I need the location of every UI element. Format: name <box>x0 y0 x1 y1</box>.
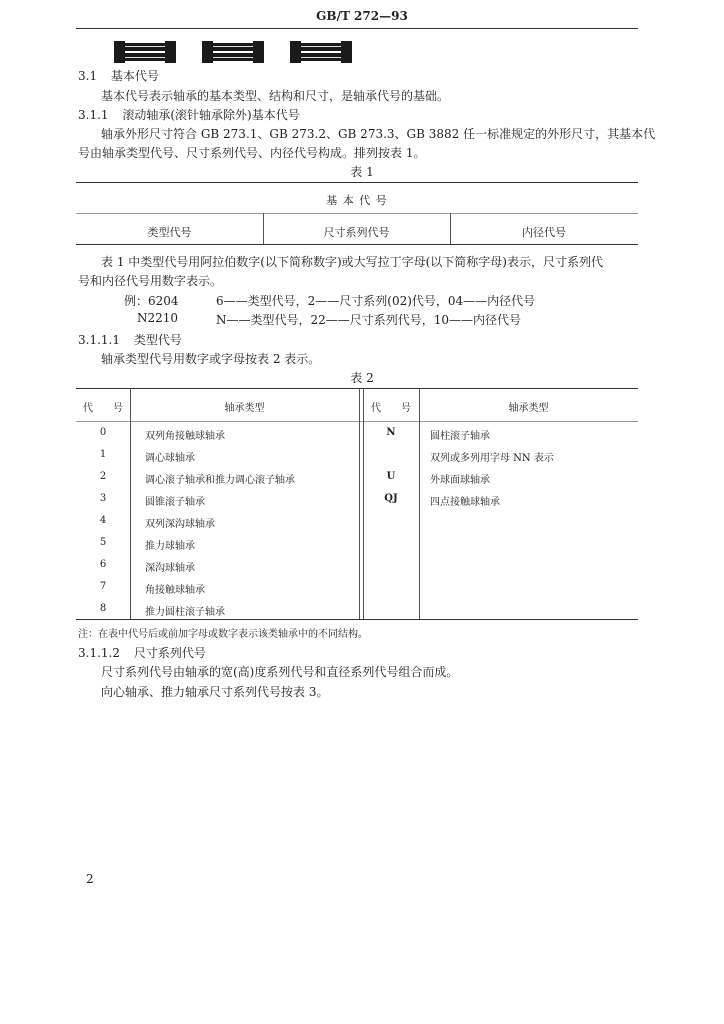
section-number: 3.1.1 <box>78 108 109 122</box>
table-cell-type: 圆柱滚子轴承 <box>430 431 490 442</box>
table2-caption: 表 2 <box>350 371 374 385</box>
table-cell-type: 外球面球轴承 <box>430 475 490 486</box>
paragraph-line: 表 1 中类型代号用阿拉伯数字(以下简称数字)或大写拉丁字母(以下简称字母)表示，尺寸系列代 <box>101 255 603 269</box>
table-cell-type: 双列或多列用字母 NN 表示 <box>430 453 554 464</box>
table2-divider <box>419 388 420 619</box>
table-cell-type: 深沟球轴承 <box>145 563 195 574</box>
paragraph-line: 向心轴承、推力轴承尺寸系列代号按表 3。 <box>101 685 329 699</box>
table-cell-code: 8 <box>99 603 107 614</box>
section-number: 3.1 <box>78 69 98 83</box>
table-cell-type: 四点接触球轴承 <box>430 497 500 508</box>
section-3-1-heading <box>78 67 159 84</box>
table2-header-code: 代 号 <box>83 403 123 414</box>
table-cell-code: 1 <box>99 449 107 460</box>
table2-divider <box>359 388 360 619</box>
table1-col-bore: 内径代号 <box>522 226 566 239</box>
table-cell-type: 调心滚子轴承和推力调心滚子轴承 <box>145 475 295 486</box>
table-cell-type: 推力圆柱滚子轴承 <box>145 607 225 618</box>
page-header: GB/T 272—93 <box>316 9 408 23</box>
table-cell-code: 4 <box>99 515 107 526</box>
table-cell-code: 6 <box>99 559 107 570</box>
section-title: 基本代号 <box>110 69 159 83</box>
section-3-1-1-heading <box>78 106 300 123</box>
table2-header-type: 轴承类型 <box>508 403 549 414</box>
paragraph-line: 号由轴承类型代号、尺寸系列代号、内径代号构成。排列按表 1。 <box>78 146 426 160</box>
table2-top-rule <box>76 388 638 389</box>
section-number: 3.1.1.2 <box>78 646 120 660</box>
table-cell-type: 圆锥滚子轴承 <box>145 497 205 508</box>
table-cell-code: 3 <box>99 493 107 504</box>
table-cell-type: 推力球轴承 <box>145 541 195 552</box>
bearing-diagram-3 <box>290 41 352 63</box>
section-3-1-1-2-heading <box>78 644 206 661</box>
paragraph-line: 轴承外形尺寸符合 GB 273.1、GB 273.2、GB 273.3、GB 3882 任一标准规定的外形尺寸，其基本代 <box>101 127 656 141</box>
example-2-label: N2210 <box>137 311 179 325</box>
table1-caption: 表 1 <box>350 165 374 179</box>
table-cell-code: 7 <box>99 581 107 592</box>
table2-bottom-rule <box>76 619 638 620</box>
example-1-text: 6——类型代号，2——尺寸系列(02)代号，04——内径代号 <box>216 294 536 308</box>
table1-bottom-rule <box>76 244 638 245</box>
section-3-1-1-1-heading <box>78 331 182 348</box>
table-cell-code: 2 <box>99 471 107 482</box>
paragraph-line: 号和内径代号用数字表示。 <box>78 274 223 288</box>
table-cell-code: 5 <box>99 537 107 548</box>
table-cell-type: 双列角接触球轴承 <box>145 431 225 442</box>
example-2-text: N——类型代号，22——尺寸系列代号，10——内径代号 <box>216 313 522 327</box>
table2-header-rule <box>76 421 638 422</box>
table1-col-type: 类型代号 <box>147 226 192 239</box>
table-cell-type: 调心球轴承 <box>145 453 195 464</box>
example-1-label: 例：6204 <box>124 294 179 308</box>
page-number: 2 <box>86 872 94 886</box>
table1-col-size: 尺寸系列代号 <box>323 226 390 239</box>
header-rule <box>76 28 638 29</box>
table-cell-code: 0 <box>99 427 107 438</box>
section-3-1-1-1-text: 轴承类型代号用数字或字母按表 2 表示。 <box>101 352 321 366</box>
bearing-diagram-1 <box>114 41 176 63</box>
table1-mid-rule <box>76 213 638 214</box>
table2-divider <box>130 388 131 619</box>
section-3-1-text: 基本代号表示轴承的基本类型、结构和尺寸，是轴承代号的基础。 <box>101 89 450 103</box>
table2-header-code: 代 号 <box>371 403 411 414</box>
table-cell-code: U <box>386 471 396 482</box>
section-title: 滚动轴承(滚针轴承除外)基本代号 <box>122 108 300 122</box>
table2-note: 注：在表中代号后或前加字母或数字表示该类轴承中的不同结构。 <box>78 629 368 640</box>
table-cell-type: 双列深沟球轴承 <box>145 519 215 530</box>
section-number: 3.1.1.1 <box>78 333 120 347</box>
paragraph-line: 尺寸系列代号由轴承的宽(高)度系列代号和直径系列代号组合而成。 <box>101 665 459 679</box>
table2-header-type: 轴承类型 <box>224 403 265 414</box>
section-title: 尺寸系列代号 <box>133 646 206 660</box>
table-cell-type: 角接触球轴承 <box>145 585 205 596</box>
table-cell-code: N <box>386 427 396 438</box>
section-title: 类型代号 <box>133 333 182 347</box>
table1-header: 基 本 代 号 <box>326 194 388 207</box>
table-cell-code: QJ <box>384 493 398 504</box>
table1-top-rule <box>76 182 638 183</box>
bearing-diagram-2 <box>202 41 264 63</box>
